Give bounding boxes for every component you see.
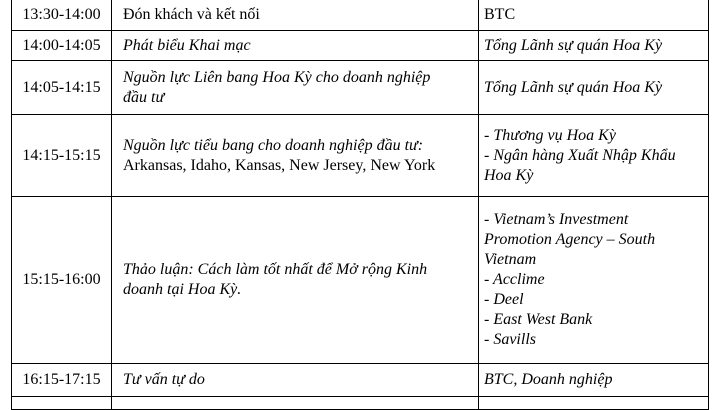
table-row	[12, 61, 709, 115]
topic-states: Arkansas, Idaho, Kansas, New Jersey, New York	[123, 156, 436, 174]
organizer-cell	[479, 31, 709, 61]
time-cell	[12, 31, 112, 61]
organizer-line: - Savills	[484, 331, 536, 348]
organizer-cell	[479, 115, 709, 197]
time-cell	[12, 61, 112, 115]
organizer-text: Tổng Lãnh sự quán Hoa Kỳ	[484, 78, 663, 96]
time-text: 16:15-17:15	[22, 371, 101, 388]
topic-cell	[112, 397, 479, 410]
topic-text: Phát biểu Khai mạc	[123, 36, 251, 54]
topic-line: Nguồn lực Liên bang Hoa Kỳ cho doanh nghiệp	[123, 68, 431, 86]
topic-line: Nguồn lực tiểu bang cho doanh nghiệp đầu tư:	[123, 136, 424, 154]
organizer-line: - Vietnam’s Investment	[484, 211, 629, 228]
organizer-line: - East West Bank	[484, 311, 593, 328]
organizer-text: BTC	[484, 5, 516, 23]
time-cell	[12, 0, 112, 31]
time-text: 14:15-15:15	[22, 146, 101, 164]
time-text: 15:15-16:00	[22, 271, 101, 288]
organizer-line: Vietnam	[484, 251, 537, 268]
organizer-cell	[479, 0, 709, 31]
table-row	[12, 364, 709, 397]
organizer-line: Promotion Agency – South	[484, 231, 656, 248]
time-text: 13:30-14:00	[22, 5, 101, 23]
time-cell	[12, 115, 112, 197]
table-row	[12, 31, 709, 61]
organizer-text: Tổng Lãnh sự quán Hoa Kỳ	[484, 36, 663, 54]
table-row	[12, 197, 709, 364]
table-row	[12, 115, 709, 197]
organizer-line: - Ngân hàng Xuất Nhập Khẩu	[484, 146, 676, 164]
organizer-line: Hoa Kỳ	[484, 166, 534, 184]
table-row	[12, 0, 709, 31]
organizer-text: BTC, Doanh nghiệp	[484, 371, 613, 388]
organizer-cell	[479, 61, 709, 115]
topic-cell	[112, 61, 479, 115]
topic-cell	[112, 31, 479, 61]
topic-cell	[112, 364, 479, 397]
topic-cell	[112, 197, 479, 364]
agenda-table	[11, 0, 709, 410]
organizer-cell	[479, 197, 709, 364]
topic-line: doanh tại Hoa Kỳ.	[123, 281, 242, 298]
time-cell	[12, 397, 112, 410]
topic-line: đầu tư	[123, 88, 165, 106]
organizer-line: - Thương vụ Hoa Kỳ	[484, 126, 616, 144]
topic-text: Tư vấn tự do	[123, 371, 205, 388]
topic-cell	[112, 0, 479, 31]
topic-line: Thảo luận: Cách làm tốt nhất để Mở rộng Kinh	[123, 261, 428, 278]
time-text: 14:00-14:05	[22, 36, 101, 54]
organizer-cell	[479, 364, 709, 397]
time-cell	[12, 364, 112, 397]
organizer-line: - Acclime	[484, 271, 545, 288]
time-text: 14:05-14:15	[22, 78, 101, 96]
organizer-line: - Deel	[484, 291, 524, 308]
organizer-cell	[479, 397, 709, 410]
topic-text: Đón khách và kết nối	[123, 5, 260, 23]
topic-cell	[112, 115, 479, 197]
time-cell	[12, 197, 112, 364]
table-row	[12, 397, 709, 410]
